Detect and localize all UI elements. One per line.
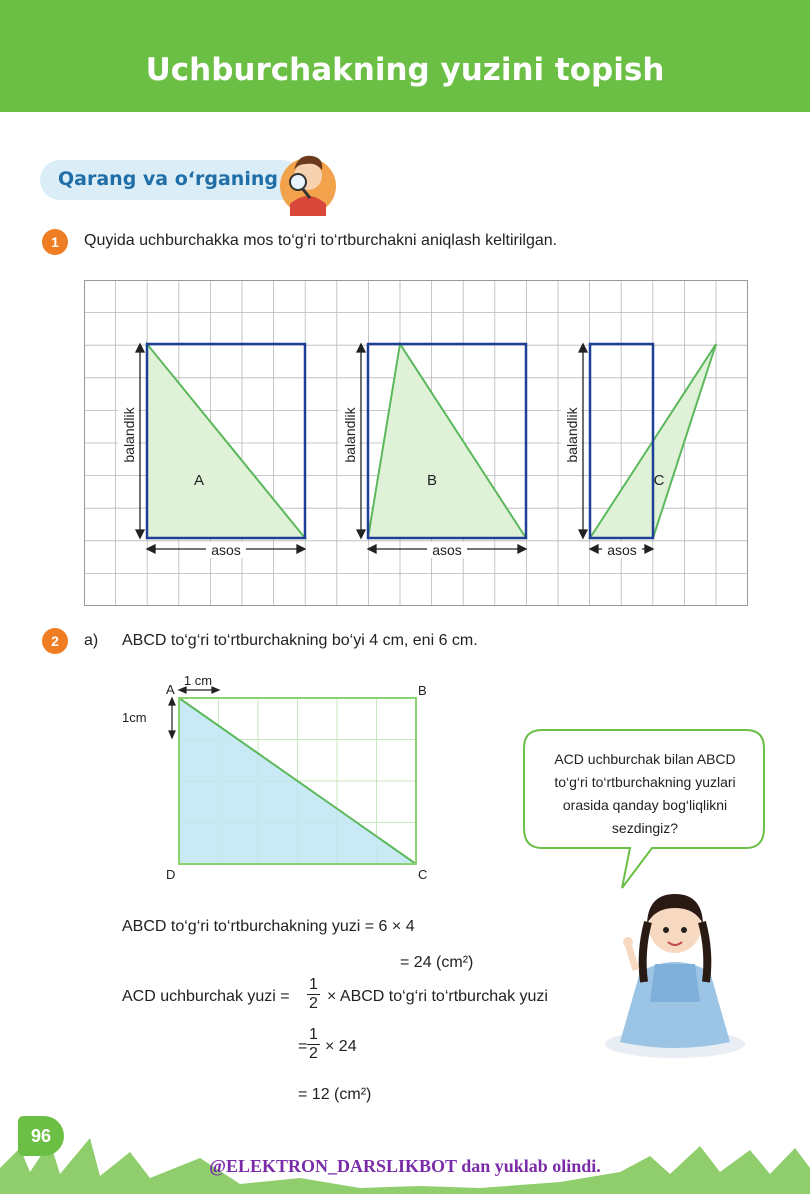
calc-line-1: ABCD to‘g‘ri to‘rtburchakning yuzi = 6 × 4 <box>122 918 415 935</box>
calc-line-5: = 12 (cm²) <box>298 1086 372 1103</box>
bubble-line-3: orasida qanday bog‘liqlikni <box>562 797 728 813</box>
page-title: Uchburchakning yuzini topish <box>145 52 665 88</box>
bubble-line-1: ACD uchburchak bilan ABCD <box>554 751 736 767</box>
task-1-badge: 1 <box>42 229 68 255</box>
fraction-numerator: 1 <box>309 976 318 993</box>
vertex-c: C <box>418 867 428 882</box>
bubble-line-4: sezdingiz? <box>611 820 679 836</box>
bubble-text <box>530 748 760 840</box>
unit-horizontal-label: 1 cm <box>183 673 213 688</box>
triangle-a <box>147 344 305 538</box>
vertex-b: B <box>418 683 427 698</box>
base-label-c: asos <box>607 542 637 558</box>
shape-label-c: C <box>653 472 665 489</box>
task-1-grid-figure <box>84 280 748 606</box>
height-label-b: balandlik <box>342 407 358 463</box>
height-label-a: balandlik <box>121 407 137 463</box>
calc-line-3-right: × ABCD to‘g‘ri to‘rtburchak yuzi <box>327 988 548 1005</box>
height-label-c: balandlik <box>564 407 580 463</box>
page-number: 96 <box>18 1116 64 1156</box>
girl-illustration <box>600 872 750 1062</box>
task-2-part: a) <box>84 632 99 649</box>
fraction-numerator-2: 1 <box>309 1026 318 1043</box>
calc-line-4-left: = <box>298 1038 308 1055</box>
fraction-denominator-2: 2 <box>309 1045 318 1062</box>
bubble-line-2: to‘g‘ri to‘rtburchakning yuzlari <box>554 774 736 790</box>
unit-vertical-label: 1cm <box>122 710 147 725</box>
shape-label-a: A <box>193 472 205 489</box>
calc-line-4-right: × 24 <box>325 1038 357 1055</box>
task-2-statement: ABCD to‘g‘ri to‘rtburchakning bo‘yi 4 cm, eni 6 cm. <box>122 632 478 649</box>
triangle-b <box>368 344 526 538</box>
task-1-text: Quyida uchburchakka mos to‘g‘ri to‘rtburchakni aniqlash keltirilgan. <box>84 232 558 249</box>
vertex-a: A <box>166 682 175 697</box>
task-2-badge: 2 <box>42 628 68 654</box>
calc-line-3-left: ACD uchburchak yuzi = <box>122 988 290 1005</box>
section-label: Qarang va o‘rganing <box>58 168 278 190</box>
fraction-one-half <box>307 976 320 1013</box>
boy-with-magnifier-illustration <box>276 142 340 216</box>
base-label-b: asos <box>432 542 462 558</box>
fraction-one-half-2 <box>307 1026 320 1063</box>
calc-line-2: = 24 (cm²) <box>400 954 474 971</box>
vertex-d: D <box>166 867 176 882</box>
watermark: @ELEKTRON_DARSLIKBOT dan yuklab olindi. <box>209 1156 601 1176</box>
shape-label-b: B <box>426 472 438 489</box>
base-label-a: asos <box>211 542 241 558</box>
abcd-rectangle-figure <box>110 668 440 890</box>
fraction-denominator: 2 <box>309 995 318 1012</box>
